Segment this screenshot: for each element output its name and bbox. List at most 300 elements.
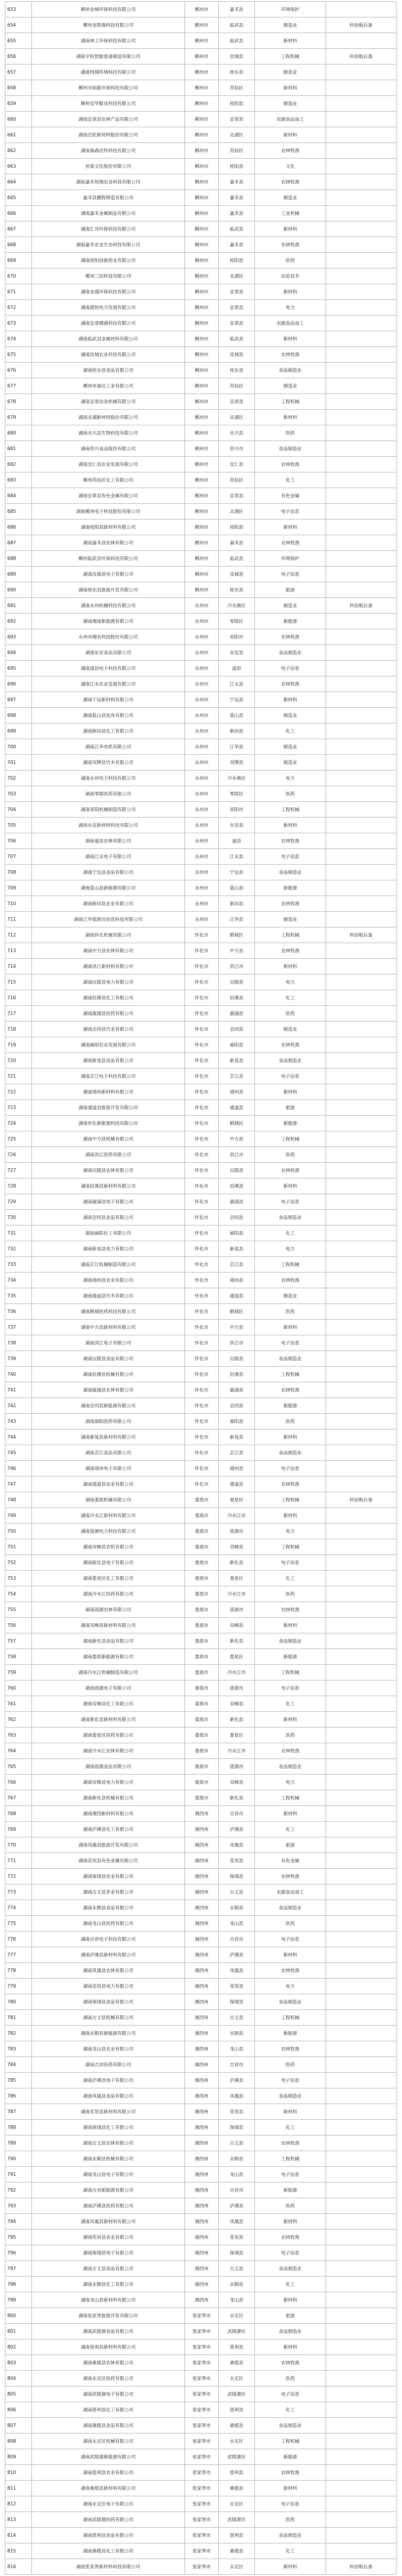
table-row [5,1147,397,1163]
note-cell: 科创板后备 [326,598,397,614]
note-cell [326,880,397,896]
city-cell: 张家界市 [185,2449,219,2465]
city-cell: 怀化市 [185,1084,219,1100]
note-cell [326,1053,397,1069]
row-number-cell: 790 [5,2151,32,2167]
city-cell: 永州市 [185,708,219,724]
city-cell: 湘西州 [185,1822,219,1837]
note-cell [326,300,397,316]
table-row [5,1853,397,1869]
county-cell: 桂阳县 [219,159,255,174]
row-number-cell: 718 [5,1022,32,1037]
industry-cell: 制造业 [255,1288,326,1304]
row-number-cell: 683 [5,472,32,488]
county-cell: 辰溪县 [219,1178,255,1194]
row-number-cell: 662 [5,143,32,159]
county-cell: 永定区 [219,2496,255,2512]
row-number-cell: 655 [5,33,32,49]
table-row [5,1116,397,1131]
industry-cell: 医药 [255,786,326,802]
row-number-cell: 671 [5,284,32,300]
row-number-cell: 771 [5,1853,32,1869]
row-number-cell: 722 [5,1084,32,1100]
table-row [5,65,397,80]
county-cell: 北湖区 [219,127,255,143]
note-cell [326,1382,397,1398]
row-number-cell: 660 [5,112,32,127]
company-name-cell: 湖南怀化新能源科技有限公司 [32,1116,185,1131]
county-cell: 麻阳县 [219,1414,255,1430]
row-number-cell: 747 [5,1477,32,1492]
row-number-cell: 721 [5,1069,32,1084]
company-name-cell: 湖南沅陵县农林有限公司 [32,1163,185,1178]
industry-cell: 农林牧渔 [255,2465,326,2481]
industry-cell: 新材料 [255,1320,326,1335]
industry-cell: 食品制造业 [255,441,326,457]
county-cell: 古丈县 [219,2261,255,2277]
row-number-cell: 777 [5,1947,32,1963]
county-cell: 桂阳县 [219,96,255,112]
company-name-cell: 湖南桂阳县新材料有限公司 [32,520,185,535]
city-cell: 湘西州 [185,1932,219,1947]
industry-cell: 电子信息 [255,2496,326,2512]
county-cell: 新晃县 [219,1241,255,1257]
city-cell: 郴州市 [185,221,219,237]
table-row [5,1461,397,1477]
county-cell: 双峰县 [219,1696,255,1712]
row-number-cell: 728 [5,1178,32,1194]
table-row [5,269,397,284]
note-cell [326,708,397,724]
row-number-cell: 810 [5,2465,32,2481]
county-cell: 道县 [219,661,255,676]
company-name-cell: 湖南永顺县食品有限公司 [32,1900,185,1916]
row-number-cell: 752 [5,1555,32,1571]
city-cell: 湘西州 [185,2292,219,2308]
city-cell: 郴州市 [185,127,219,143]
city-cell: 永州市 [185,629,219,645]
row-number-cell: 804 [5,2371,32,2387]
company-name-cell: 湖南慈利县化工有限公司 [32,2402,185,2418]
note-cell [326,2277,397,2292]
city-cell: 张家界市 [185,2418,219,2434]
company-name-cell: 湖南宜章县农林产品有限公司 [32,112,185,127]
row-number-cell: 786 [5,2088,32,2104]
note-cell [326,2041,397,2057]
company-name-cell: 湖南永顺县新能源有限公司 [32,2026,185,2041]
note-cell [326,1759,397,1775]
note-cell [326,1461,397,1477]
county-cell: 永顺县 [219,2277,255,2292]
industry-cell: 新材料 [255,331,326,347]
table-row [5,1257,397,1273]
company-name-cell: 湖南宏旺新材料股份有限公司 [32,127,185,143]
table-row [5,1539,397,1555]
city-cell: 郴州市 [185,441,219,457]
county-cell: 江永县 [219,676,255,692]
row-number-cell: 794 [5,2214,32,2230]
company-name-cell: 湖南古丈县食品有限公司 [32,2261,185,2277]
county-cell: 祁阳市 [219,629,255,645]
note-cell [326,1210,397,1226]
table-row [5,724,397,739]
county-cell: 沅陵县 [219,975,255,990]
table-row [5,2481,397,2496]
county-cell: 古丈县 [219,2010,255,2026]
industry-cell: 工程机械 [255,1790,326,1806]
county-cell: 吉首市 [219,1932,255,1947]
industry-cell: 电力 [255,1775,326,1790]
company-name-cell: 湖南金盛环保科技有限公司 [32,284,185,300]
county-cell: 永定区 [219,2559,255,2575]
note-cell [326,2339,397,2355]
table-row [5,802,397,818]
company-name-cell: 湖南麻阳农业发展有限公司 [32,1037,185,1053]
city-cell: 湘西州 [185,1884,219,1900]
city-cell: 永州市 [185,849,219,865]
table-row [5,1743,397,1759]
company-name-cell: 湖南保靖县电子有限公司 [32,2245,185,2261]
note-cell [326,1649,397,1665]
county-cell: 桂阳县 [219,520,255,535]
table-row [5,2088,397,2104]
row-number-cell: 758 [5,1649,32,1665]
row-number-cell: 785 [5,2073,32,2088]
note-cell [326,1728,397,1743]
note-cell [326,457,397,472]
industry-cell: 文化 [255,159,326,174]
note-cell [326,425,397,441]
city-cell: 郴州市 [185,567,219,582]
industry-cell: 新材料 [255,1178,326,1194]
city-cell: 怀化市 [185,1288,219,1304]
table-row [5,2449,397,2465]
city-cell: 郴州市 [185,551,219,567]
note-cell [326,1320,397,1335]
company-name-cell: 湖南靖州县农业有限公司 [32,1273,185,1288]
note-cell [326,2,397,17]
county-cell: 涟源市 [219,1602,255,1618]
table-row [5,2528,397,2543]
city-cell: 娄底市 [185,1728,219,1743]
company-name-cell: 郴州三信科技有限公司 [32,269,185,284]
county-cell: 溆浦县 [219,1382,255,1398]
county-cell: 宜章县 [219,488,255,504]
note-cell [326,410,397,425]
company-name-cell: 湖南宜章冶金机械有限公司 [32,394,185,410]
note-cell [326,2120,397,2136]
note-cell [326,1743,397,1759]
industry-cell: 制造业 [255,65,326,80]
city-cell: 怀化市 [185,1006,219,1022]
county-cell: 宁远县 [219,865,255,880]
industry-cell: 农林牧渔 [255,1382,326,1398]
industry-cell: 新材料 [255,1618,326,1633]
city-cell: 湘西州 [185,1994,219,2010]
city-cell: 郴州市 [185,316,219,331]
table-row [5,1053,397,1069]
row-number-cell: 685 [5,504,32,520]
city-cell: 永州市 [185,645,219,661]
table-row [5,2183,397,2198]
industry-cell: 旅游 [255,1100,326,1116]
company-name-cell: 湖南双峰县电力有限公司 [32,1775,185,1790]
note-cell [326,2136,397,2151]
table-row [5,676,397,692]
city-cell: 永州市 [185,786,219,802]
row-number-cell: 667 [5,221,32,237]
county-cell: 东安县 [219,645,255,661]
table-row [5,2104,397,2120]
row-number-cell: 687 [5,535,32,551]
county-cell: 临武县 [219,551,255,567]
industry-cell: 新材料 [255,1712,326,1728]
city-cell: 湘西州 [185,2073,219,2088]
county-cell: 鹤城区 [219,1116,255,1131]
note-cell [326,2528,397,2543]
industry-cell: 工程机械 [255,1539,326,1555]
industry-cell: 制造业 [255,708,326,724]
company-name-cell: 湖南北湖新材料股份有限公司 [32,410,185,425]
company-name-cell: 湖南溆浦县医药有限公司 [32,1006,185,1022]
city-cell: 郴州市 [185,80,219,96]
row-number-cell: 767 [5,1790,32,1806]
city-cell: 郴州市 [185,284,219,300]
city-cell: 永州市 [185,802,219,818]
note-cell [326,2261,397,2277]
table-row [5,2434,397,2449]
industry-cell: 农林牧渔 [255,237,326,253]
row-number-cell: 654 [5,17,32,33]
company-name-cell: 湖南永顺县机械有限公司 [32,2151,185,2167]
table-row [5,331,397,347]
note-cell [326,112,397,127]
company-name-cell: 湖南通道县旅游开发有限公司 [32,1100,185,1116]
county-cell: 保靖县 [219,1869,255,1884]
company-name-cell: 湖南芷江食品有限公司 [32,1445,185,1461]
city-cell: 娄底市 [185,1775,219,1790]
county-cell: 慈利县 [219,2339,255,2355]
city-cell: 湘西州 [185,1979,219,1994]
county-cell: 保靖县 [219,1994,255,2010]
company-name-cell: 湖南汇洋环保科技有限公司 [32,221,185,237]
note-cell [326,676,397,692]
industry-cell: 医药 [255,1728,326,1743]
table-row [5,1649,397,1665]
industry-cell: 电子信息 [255,1681,326,1696]
city-cell: 永州市 [185,676,219,692]
note-cell [326,1367,397,1382]
row-number-cell: 664 [5,174,32,190]
county-cell: 泸溪县 [219,2198,255,2214]
county-cell: 永顺县 [219,2026,255,2041]
table-row [5,1790,397,1806]
city-cell: 湘西州 [185,1853,219,1869]
row-number-cell: 681 [5,441,32,457]
city-cell: 湘西州 [185,2277,219,2292]
county-cell: 双峰县 [219,1618,255,1633]
table-row [5,1084,397,1100]
note-cell [326,472,397,488]
industry-cell: 农林牧渔 [255,347,326,363]
note-cell [326,2402,397,2418]
row-number-cell: 677 [5,378,32,394]
row-number-cell: 705 [5,818,32,833]
table-row [5,1712,397,1728]
row-number-cell: 691 [5,598,32,614]
company-name-cell: 湖南湘南新能源有限公司 [32,614,185,629]
company-name-cell: 湖南涟源电力科技有限公司 [32,1524,185,1539]
county-cell: 双牌县 [219,755,255,771]
company-name-cell: 湖南宇恒智能装备制造有限公司 [32,49,185,65]
city-cell: 湘西州 [185,1963,219,1979]
company-name-cell: 湖南嘉禾农业生态科技有限公司 [32,237,185,253]
note-cell [326,786,397,802]
county-cell: 临武县 [219,221,255,237]
company-table-body [5,2,397,2575]
company-name-cell: 湖南花垣县电力有限公司 [32,1979,185,1994]
row-number-cell: 765 [5,1759,32,1775]
industry-cell: 农副食品加工 [255,112,326,127]
row-number-cell: 780 [5,1994,32,2010]
table-row [5,865,397,880]
city-cell: 怀化市 [185,1367,219,1382]
industry-cell: 食品制造业 [255,865,326,880]
company-name-cell: 湖南桂阳创新药业有限公司 [32,253,185,269]
note-cell [326,943,397,959]
row-number-cell: 760 [5,1681,32,1696]
note-cell [326,1037,397,1053]
note-cell [326,1398,397,1414]
county-cell: 桂东县 [219,582,255,598]
company-name-cell: 湖南娄星区医药有限公司 [32,1728,185,1743]
company-name-cell: 湖南慈利县农业有限公司 [32,2465,185,2481]
table-row [5,1618,397,1633]
county-cell: 冷水滩区 [219,771,255,786]
row-number-cell: 715 [5,975,32,990]
table-row [5,739,397,755]
note-cell [326,2151,397,2167]
row-number-cell: 670 [5,269,32,284]
city-cell: 怀化市 [185,1382,219,1398]
note-cell [326,1273,397,1288]
company-name-cell: 湖南新晃县新材料有限公司 [32,1430,185,1445]
industry-cell: 化工 [255,1822,326,1837]
city-cell: 郴州市 [185,33,219,49]
note-cell [326,2371,397,2387]
county-cell: 武陵源区 [219,2449,255,2465]
city-cell: 娄底市 [185,1633,219,1649]
row-number-cell: 812 [5,2496,32,2512]
county-cell: 永顺县 [219,1900,255,1916]
table-row [5,849,397,865]
county-cell: 古丈县 [219,1884,255,1900]
city-cell: 娄底市 [185,1790,219,1806]
city-cell: 郴州市 [185,535,219,551]
county-cell: 宜章县 [219,300,255,316]
company-name-cell: 湖南临武县金属材料有限公司 [32,331,185,347]
note-cell [326,2230,397,2245]
company-name-cell: 湖南吉首电子科技有限公司 [32,1932,185,1947]
city-cell: 怀化市 [185,1226,219,1241]
row-number-cell: 753 [5,1571,32,1586]
county-cell: 慈利县 [219,2402,255,2418]
row-number-cell: 793 [5,2198,32,2214]
table-row [5,771,397,786]
note-cell [326,1853,397,1869]
company-name-cell: 湖南永定区机械有限公司 [32,2434,185,2449]
company-name-cell: 湖南古丈县机械有限公司 [32,2010,185,2026]
table-row [5,818,397,833]
industry-cell: 食品制造业 [255,645,326,661]
note-cell [326,347,397,363]
county-cell: 花垣县 [219,1853,255,1869]
row-number-cell: 809 [5,2449,32,2465]
table-row [5,96,397,112]
row-number-cell: 707 [5,849,32,865]
county-cell: 中方县 [219,943,255,959]
industry-cell: 新能源 [255,880,326,896]
table-row [5,284,397,300]
table-row [5,1492,397,1508]
row-number-cell: 666 [5,206,32,221]
table-row [5,1759,397,1775]
note-cell [326,1963,397,1979]
city-cell: 湘西州 [185,2245,219,2261]
industry-cell: 工业机械 [255,206,326,221]
industry-cell: 食品制造业 [255,363,326,378]
note-cell [326,692,397,708]
county-cell: 芷江县 [219,1069,255,1084]
city-cell: 娄底市 [185,1618,219,1633]
note-cell [326,1131,397,1147]
company-name-cell: 湖南神工环保科技有限公司 [32,33,185,49]
row-number-cell: 802 [5,2339,32,2355]
table-row [5,1210,397,1226]
note-cell [326,2183,397,2198]
county-cell: 新化县 [219,1790,255,1806]
table-row [5,80,397,96]
note-cell [326,1539,397,1555]
industry-cell: 农林牧渔 [255,457,326,472]
table-row [5,1869,397,1884]
county-cell: 娄星区 [219,1649,255,1665]
row-number-cell: 795 [5,2230,32,2245]
county-cell: 麻阳县 [219,1037,255,1053]
note-cell [326,441,397,457]
table-row [5,2512,397,2528]
industry-cell: 工程机械 [255,802,326,818]
row-number-cell: 791 [5,2167,32,2183]
table-row [5,833,397,849]
industry-cell: 新材料 [255,1430,326,1445]
company-name-cell: 郴州金城环保科技有限公司 [32,2,185,17]
industry-cell: 有色金属 [255,488,326,504]
company-name-cell: 湖南中方县农林有限公司 [32,943,185,959]
county-cell: 祁阳市 [219,802,255,818]
row-number-cell: 803 [5,2355,32,2371]
row-number-cell: 778 [5,1963,32,1979]
table-row [5,1335,397,1351]
company-name-cell: 湖南保靖县食品有限公司 [32,1994,185,2010]
county-cell: 龙山县 [219,2167,255,2183]
industry-cell: 食品制造业 [255,2324,326,2339]
row-number-cell: 682 [5,457,32,472]
city-cell: 郴州市 [185,410,219,425]
industry-cell: 新能源 [255,2183,326,2198]
city-cell: 张家界市 [185,2512,219,2528]
note-cell [326,1681,397,1696]
